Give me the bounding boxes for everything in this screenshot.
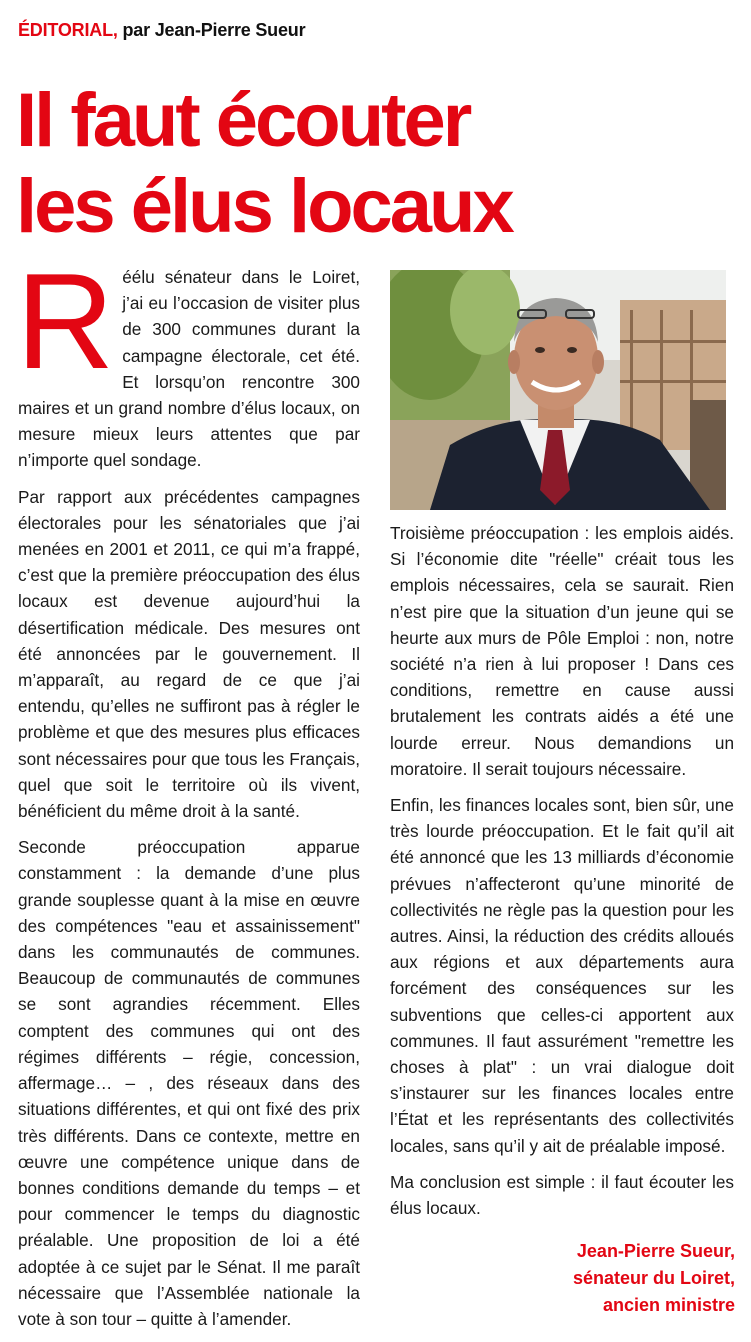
signature-former-role: ancien ministre: [602, 1295, 735, 1315]
article-column-left: [16, 245, 360, 1342]
section-kicker: [18, 20, 305, 41]
byline: par Jean-Pierre Sueur: [122, 20, 306, 40]
paragraph-1-text: éélu sénateur dans le Loiret, j’ai eu l’occasion de visiter plus de 300 communes durant la campagne électorale, cet été. Et lorsqu’on rencontre 300 maires et un grand nombre d’élus locaux, on mesure mieux leurs attentes que par n’importe quel sondage.: [18, 267, 360, 471]
author-photo: [390, 270, 726, 510]
drop-cap: R: [16, 245, 115, 397]
paragraph-1: [16, 245, 360, 474]
section-tag: ÉDITORIAL,: [18, 20, 118, 40]
signature: [573, 1238, 735, 1319]
article-column-right: [390, 520, 734, 1231]
signature-role: sénateur du Loiret,: [572, 1268, 735, 1288]
headline-line-2: les élus locaux: [16, 164, 512, 249]
paragraph-4: Troisième préoccupation : les emplois aidés. Si l’économie dite "réelle" créait tous les emplois nécessaires, cela se saurait. Rien n’est pire que la situation d’un jeune qui se heurte aux murs de Pôle Emploi : non, notre société n’a rien à lui proposer ! Dans ces conditions, remettre en cause aussi brutalement les contrats aidés a été une lourde erreur. Nous demandions un moratoire. Il serait toujours nécessaire.: [390, 523, 734, 779]
paragraph-3: Seconde préoccupation apparue constamment : la demande d’une plus grande souplesse quant à la mise en œuvre des compétences "eau et assainissement" dans les communautés de communes. Beaucoup de communautés de communes se sont agrandies récemment. Elles comptent des communes qui ont des régimes différents – régie, concession, affermage… – , des réseaux dans des situations différentes, et qui ont fixé des prix très différents. Dans ce contexte, mettre en œuvre une compétence unique dans de bonnes conditions demande du temps – et pour commencer le temps du diagnostic préalable. Une proposition de loi a été adoptée à ce sujet par le Sénat. Il me paraît nécessaire que l’Assemblée nationale la vote à son tour – quitte à l’amender.: [18, 837, 360, 1329]
paragraph-2: Par rapport aux précédentes campagnes électorales pour les sénatoriales que j’ai menées en 2001 et 2011, ce qui m’a frappé, c’est que la première préoccupation des élus locaux est devenue aujourd’hui la désertification médicale. Des mesures ont été annoncées par le gouvernement. Il m’apparaît, au regard de ce que j’ai entendu, qu’elles ne suffiront pas à régler le problème et que des mesures plus efficaces sont nécessaires pour que tous les Français, quel que soit le territoire où ils vivent, bénéficient du même droit à la santé.: [18, 486, 360, 822]
signature-name: Jean-Pierre Sueur,: [576, 1241, 735, 1261]
headline: [16, 78, 736, 250]
headline-line-1: Il faut écouter: [16, 78, 470, 163]
paragraph-5: Enfin, les finances locales sont, bien sûr, une très lourde préoccupation. Et le fait qu’il ait été annoncé que les 13 milliards d’économie prévues n’affecteront qu’une minorité de collectivités ne règle pas la question pour les autres. Ainsi, la réduction des crédits alloués aux régions et aux départements aura forcément des conséquences sur les subventions que celles-ci apportent aux communes. Il faut assurément "remettre les choses à plat" : un vrai dialogue doit s’instaurer sur les finances locales entre l’État et les représentants des collectivités locales, sans qu’il y ait de préalable imposé.: [390, 795, 734, 1156]
paragraph-6: Ma conclusion est simple : il faut écouter les élus locaux.: [390, 1171, 734, 1219]
